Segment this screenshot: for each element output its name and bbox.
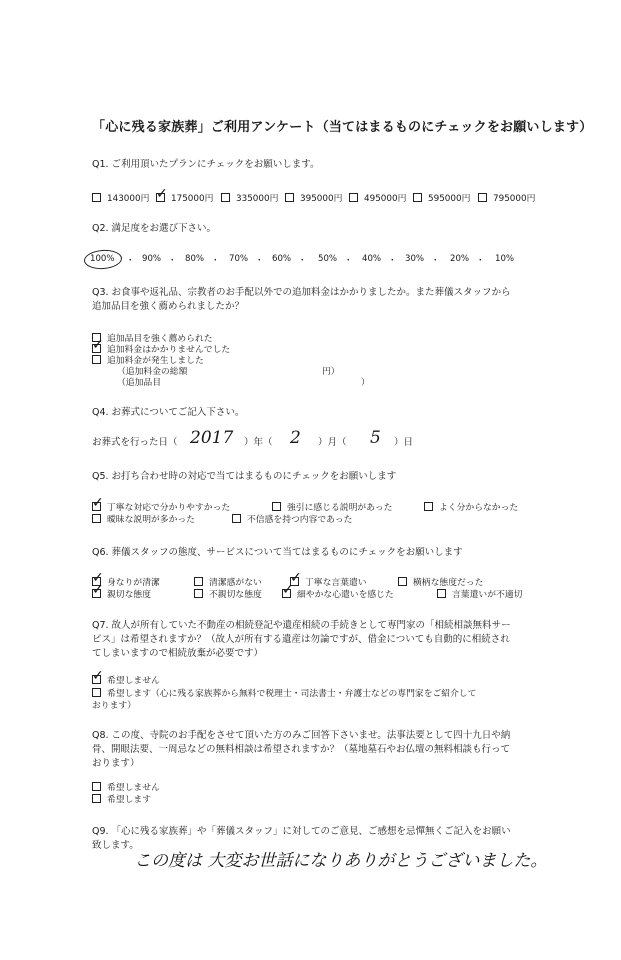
checkbox[interactable] — [272, 502, 281, 511]
q2-question: Q2. 満足度をお選び下さい。 — [92, 223, 217, 234]
q6-option-arrogant[interactable]: 横柄な態度だった — [398, 577, 483, 589]
year-unit: ）年（ — [244, 437, 273, 448]
q8-question-line1: Q8. この度、寺院のお手配をさせて頂いた方のみご回答下さいませ。法事法要として四十九日や納 — [92, 730, 511, 741]
checkmark-icon: ✓ — [92, 668, 104, 684]
scale-option-80[interactable]: 80% — [185, 254, 205, 264]
q9-question-line1: Q9. 「心に残る家族葬」や「葬儀スタッフ」に対してのご意見、ご感想を忌憚無くご記入をお願い — [92, 826, 511, 837]
checkbox-checked[interactable] — [156, 186, 168, 202]
q6-option-clean[interactable]: ✓ 身なりが清潔 — [92, 570, 160, 588]
month-unit: ）月（ — [318, 437, 347, 448]
checkbox-checked[interactable] — [92, 495, 104, 511]
year-value[interactable]: 2017 — [190, 428, 234, 448]
q3-option-no-extra[interactable]: ✓ 追加料金はかかりませんでした — [92, 337, 231, 355]
scale-option-70[interactable]: 70% — [229, 254, 249, 264]
q7-option-yes[interactable]: 希望します（心に残る家族葬から無料で税理士・司法書士・弁護士などの専門家をご紹介して — [92, 688, 476, 700]
q5-option-polite[interactable]: ✓ 丁寧な対応で分かりやすかった — [92, 495, 231, 513]
q1-option-143000[interactable]: 143000円 — [92, 193, 149, 205]
scale-option-30[interactable]: 30% — [405, 254, 425, 264]
checkbox-checked[interactable] — [92, 582, 104, 598]
separator-dot: ・ — [344, 256, 353, 266]
q1-option-795000[interactable]: 795000円 — [478, 193, 535, 205]
q1-option-495000[interactable]: 495000円 — [349, 193, 406, 205]
scale-option-60[interactable]: 60% — [272, 254, 292, 264]
checkmark-icon: ✓ — [92, 570, 104, 586]
checkbox[interactable] — [92, 688, 101, 697]
checkbox-checked[interactable] — [92, 668, 104, 684]
checkbox[interactable] — [194, 589, 203, 598]
checkmark-icon: ✓ — [92, 582, 104, 598]
q7-question-line1: Q7. 故人が所有していた不動産の相続登記や遺産相続の手続きとして専門家の「相続相談無料サー — [92, 620, 511, 631]
q4-question: Q4. お葬式についてご記入下さい。 — [92, 407, 245, 418]
q5-option-distrust[interactable]: 不信感を持つ内容であった — [232, 514, 352, 526]
q6-option-unkind[interactable]: 不親切な態度 — [194, 589, 262, 601]
q1-question: Q1. ご利用頂いたプランにチェックをお願いします。 — [92, 159, 320, 170]
checkbox[interactable] — [398, 577, 407, 586]
q7-option-yes-line2: おります） — [92, 701, 136, 711]
day-value[interactable]: 5 — [370, 428, 381, 448]
month-value[interactable]: 2 — [290, 428, 301, 448]
checkbox[interactable] — [437, 589, 446, 598]
q6-option-polite-speech[interactable]: ✓ 丁寧な言葉遣い — [290, 570, 367, 588]
q5-option-unclear[interactable]: よく分からなかった — [424, 502, 518, 514]
checkmark-icon: ✓ — [282, 582, 294, 598]
checkbox[interactable] — [349, 193, 358, 202]
q3-question-line2: 追加品目を強く薦められましたか？ — [92, 301, 245, 312]
q1-option-395000[interactable]: 395000円 — [285, 193, 342, 205]
checkmark-icon: ✓ — [92, 337, 104, 353]
q9-handwritten-answer[interactable]: この度は 大変お世話になりありがとうございました。 — [134, 851, 548, 871]
checkmark-icon: ✓ — [156, 186, 168, 202]
page-title: 「心に残る家族葬」ご利用アンケート（当てはまるものにチェックをお願いします） — [92, 120, 593, 135]
q1-option-335000[interactable]: 335000円 — [221, 193, 278, 205]
q3-total-label: （追加料金の総額 — [117, 367, 188, 377]
checkbox[interactable] — [478, 193, 487, 202]
q9-question-line2: 致します。 — [92, 840, 139, 851]
separator-dot: ・ — [298, 256, 307, 266]
separator-dot: ・ — [211, 256, 220, 266]
q7-question-line2: ビス」は希望されますか？（故人が所有する遺産は勿論ですが、借金についても自動的に相続され — [92, 634, 510, 645]
separator-dot: ・ — [431, 256, 440, 266]
separator-dot: ・ — [168, 256, 177, 266]
checkbox[interactable] — [92, 514, 101, 523]
q8-question-line2: 骨、開眼法要、一周忌などの無料相談は希望されますか？（墓地墓石やお仏壇の無料相談も行って — [92, 744, 511, 755]
q5-option-vague[interactable]: 曖昧な説明が多かった — [92, 514, 195, 526]
checkbox[interactable] — [285, 193, 294, 202]
separator-dot: ・ — [126, 256, 135, 266]
separator-dot: ・ — [476, 256, 485, 266]
q5-option-forceful[interactable]: 強引に感じる説明があった — [272, 502, 392, 514]
checkmark-icon: ✓ — [290, 570, 302, 586]
q5-question: Q5. お打ち合わせ時の対応で当てはまるものにチェックをお願いします — [92, 471, 397, 482]
q8-option-no[interactable]: 希望しません — [92, 782, 160, 794]
separator-dot: ・ — [255, 256, 264, 266]
scale-option-40[interactable]: 40% — [362, 254, 382, 264]
scale-option-20[interactable]: 20% — [450, 254, 470, 264]
separator-dot: ・ — [388, 256, 397, 266]
scale-option-90[interactable]: 90% — [142, 254, 162, 264]
checkbox[interactable] — [221, 193, 230, 202]
checkbox[interactable] — [92, 355, 101, 364]
q3-item-label: （追加品目 — [117, 378, 161, 388]
q3-option-pushed[interactable]: 追加品目を強く薦められた — [92, 333, 213, 345]
scale-option-100[interactable]: 100% — [90, 254, 115, 264]
checkbox[interactable] — [413, 193, 422, 202]
day-unit: ）日 — [394, 437, 414, 448]
q6-option-bad-speech[interactable]: 言葉遣いが不適切 — [437, 589, 522, 601]
q3-total-unit: 円） — [322, 367, 340, 377]
checkbox[interactable] — [92, 794, 101, 803]
q8-option-yes[interactable]: 希望します — [92, 794, 151, 806]
checkbox[interactable] — [92, 782, 101, 791]
q6-option-thoughtful[interactable]: ✓ 細やかな心遣いを感じた — [282, 582, 394, 600]
scale-option-10[interactable]: 10% — [495, 254, 515, 264]
q8-question-line3: おります） — [92, 758, 140, 769]
checkbox[interactable] — [194, 577, 203, 586]
q1-option-595000[interactable]: 595000円 — [413, 193, 470, 205]
q7-option-no[interactable]: ✓ 希望しません — [92, 668, 160, 686]
checkmark-icon: ✓ — [92, 495, 104, 511]
checkbox-checked[interactable] — [282, 582, 294, 598]
q3-item-close: ） — [361, 378, 370, 388]
q4-date-label: お葬式を行った日（ — [92, 437, 178, 448]
q7-question-line3: てしまいますので相続放棄が必要です） — [92, 648, 264, 659]
q1-option-175000[interactable]: ✓ 175000円 — [156, 186, 214, 204]
checkbox[interactable] — [424, 502, 433, 511]
q3-question-line1: Q3. お食事や返礼品、宗教者のお手配以外での追加料金はかかりましたか。また葬儀スタッフから — [92, 287, 511, 298]
q6-question: Q6. 葬儀スタッフの態度、サービスについて当てはまるものにチェックをお願いします — [92, 547, 463, 558]
q6-option-unclean[interactable]: 清潔感がない — [194, 577, 262, 589]
q3-option-extra[interactable]: 追加料金が発生しました — [92, 355, 204, 367]
checkbox-checked[interactable] — [92, 337, 104, 353]
q6-option-kind[interactable]: ✓ 親切な態度 — [92, 582, 151, 600]
checkbox[interactable] — [232, 514, 241, 523]
scale-option-50[interactable]: 50% — [318, 254, 338, 264]
checkbox[interactable] — [92, 193, 101, 202]
